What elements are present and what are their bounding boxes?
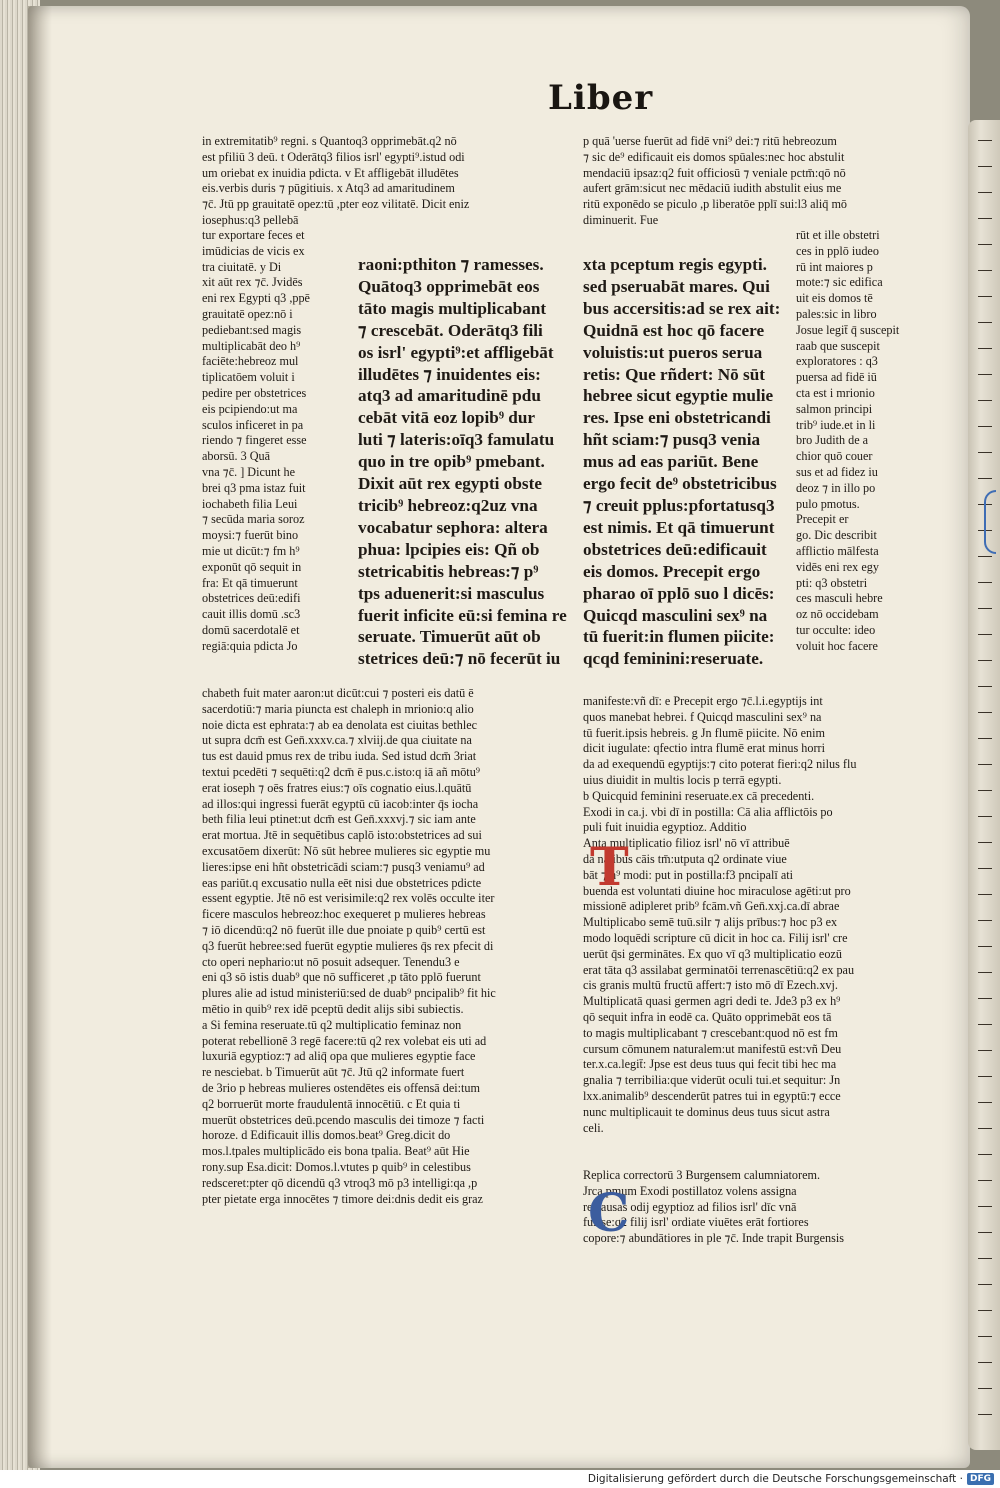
text-line: oz nō occidebam: [796, 607, 879, 622]
text-line: da nalibus cāis tm̄:utputa q2 ordinate viue: [583, 851, 787, 866]
text-line: pulo pmotus.: [796, 496, 860, 511]
gutter-shadow: [28, 6, 52, 1468]
text-line: obstetrices deū:edifi: [202, 591, 301, 606]
text-line: manifeste:vñ dī: e Precepit ergo ⁊c̄.l.i.egyptijs int: [583, 694, 823, 708]
text-line: tur exportare feces et: [202, 228, 305, 242]
text-line: imūdicias de vicis ex: [202, 243, 305, 258]
text-line: salmon principi: [796, 401, 873, 416]
text-line: diminuerit. Fue: [583, 212, 659, 227]
text-line: aborsū. 3 Quā: [202, 449, 271, 464]
text-line: riendo ⁊ fingeret esse: [202, 433, 307, 448]
edge-mark: [978, 634, 992, 635]
text-line: brei q3 pma istaz fuit: [202, 480, 306, 495]
text-line: quo in tre opib⁹ pmebant.: [358, 452, 545, 472]
edge-mark: [978, 1258, 992, 1259]
text-line: illudētes ⁊ inuidentes eis:: [358, 364, 541, 384]
text-line: tus est dauid pmus rex de tribu iuda. Sed istud dcm̄ 3riat: [202, 749, 477, 764]
text-line: ⁊ iō dicendū:q2 nō fuerūt ille due pnoiate p quib⁹ certū est: [202, 922, 486, 937]
text-line: obstetrices deū:edificauit: [583, 539, 767, 559]
text-line: puli fuit inuidia egyptioz. Additio: [583, 820, 747, 835]
text-line: essent egyptie. Jtē nō est verisimile:q2 rex volēs occulte iter: [202, 891, 495, 906]
edge-mark: [978, 1414, 992, 1415]
text-line: tū fuerit.ipsis hebreis. g Jn flumē piicite. Nō enim: [583, 725, 826, 740]
text-line: os isrl' egypti⁹:et affligebāt: [358, 342, 554, 362]
edge-mark: [978, 1180, 992, 1181]
book-page: [28, 6, 970, 1468]
text-line: cta est i mrionio: [796, 385, 875, 400]
edge-mark: [978, 842, 992, 843]
edge-mark: [978, 1310, 992, 1311]
text-line: pter pietate erga innocētes ⁊ timore dei:dnis dedit eis graz: [202, 1191, 483, 1206]
text-line: ut supra dcm̄ est Gen̄.xxxv.ca.⁊ xlviij.de qua ciuitate na: [202, 733, 472, 748]
gloss-replica: [583, 1168, 925, 1247]
text-line: gnalia ⁊ terribilia:que viderūt oculi tui.et sequitur: Jn: [583, 1073, 841, 1088]
edge-mark: [978, 946, 992, 947]
text-line: raab que suscepit: [796, 338, 880, 353]
text-line: quos manebat hebrei. f Quicqd masculini sex⁹ na: [583, 709, 822, 724]
edge-mark: [978, 582, 992, 583]
text-line: faciēte:hebreoz mul: [202, 354, 299, 369]
text-line: um oriebat ex inuidia pdicta. v Et affligebāt illudētes: [202, 165, 459, 180]
text-line: excusatōem dixerūt: Nō sūt hebree mulieres sic egyptie mu: [202, 843, 491, 858]
text-line: mendaciū ipsaz:q2 fuit officiosū ⁊ veniale pctm̄:qō nō: [583, 165, 846, 180]
edge-mark: [978, 400, 992, 401]
edge-mark: [978, 1206, 992, 1207]
edge-mark: [978, 1232, 992, 1233]
text-line: rūt et ille obstetri: [796, 228, 880, 242]
text-line: iosephus:q3 pellebā: [202, 212, 299, 227]
text-line: raoni:pthiton ⁊ ramesses.: [358, 255, 544, 274]
text-line: regiā:quia pdicta Jo: [202, 638, 298, 653]
text-line: ⁊ sic de⁹ edificauit eis domos spūales:nec hoc abstulit: [583, 149, 845, 164]
text-line: uit eis domos tē: [796, 291, 873, 306]
text-line: trib⁹ iude.et in li: [796, 417, 876, 432]
edge-mark: [978, 1024, 992, 1025]
footer-bar: [0, 1470, 1000, 1488]
text-line: qcqd feminini:reseruate.: [583, 649, 764, 669]
text-line: lxx.animalib⁹ descenderūt patres tui in egyptū:⁊ ecce: [583, 1088, 841, 1103]
edge-mark: [978, 972, 992, 973]
text-line: pti: q3 obstetri: [796, 575, 868, 590]
text-line: sus et ad fidez iu: [796, 464, 878, 479]
text-line: ⁊c̄. Jtū pp grauitatē opez:tū ,pter eoz vilitatē. Dicit eniz: [202, 197, 470, 212]
edge-mark: [978, 452, 992, 453]
gloss-top-right: [583, 134, 915, 229]
gloss-bottom-left: [202, 686, 572, 1207]
edge-mark: [978, 270, 992, 271]
edge-mark: [978, 1388, 992, 1389]
text-line: voluit hoc facere: [796, 638, 878, 653]
text-line: muerūt obstetrices deū.pcendo masculis dei timoze ⁊ facti: [202, 1112, 485, 1127]
edge-mark: [978, 920, 992, 921]
text-line: Josue legit̄ q̄ suscepit: [796, 322, 900, 337]
text-line: copore:⁊ abundātiores in ple ⁊c̄. Inde trapit Burgensis: [583, 1231, 844, 1246]
text-line: re causas odij egyptioz ad filios isrl' dīc vnā: [583, 1199, 797, 1214]
edge-mark: [978, 140, 992, 141]
edge-mark: [978, 816, 992, 817]
edge-mark: [978, 478, 992, 479]
text-line: est pfiliū 3 deū. t Oderātq3 filios isrl' egypti⁹.istud odi: [202, 149, 465, 164]
text-line: qō sequit infra in eodē ca. Quāto opprimebāt eos tā: [583, 1009, 832, 1024]
text-line: cto operi nephario:ut nō posuit adsequer. Tenendu3 e: [202, 954, 460, 969]
text-line: luxuriā egyptioz:⁊ ad aliq̄ opa que mulieres egyptie face: [202, 1049, 476, 1064]
text-line: da ad exequendū egyptijs:⁊ cito poterat fieri:q2 nilus flu: [583, 757, 857, 772]
red-initial-T: T: [590, 837, 629, 898]
text-line: deoz ⁊ in illo po: [796, 480, 876, 495]
edge-mark: [978, 660, 992, 661]
edge-mark: [978, 1128, 992, 1129]
text-line: tiplicatōem voluit i: [202, 370, 295, 385]
text-line: cauit illis domū .sc3: [202, 607, 301, 622]
text-line: eni rex Egypti q3 ,ppē: [202, 291, 310, 306]
blue-initial-C: C: [588, 1183, 630, 1244]
text-line: plures alie ad istud ministeriū:sed de duab⁹ pncipalib⁹ fit hic: [202, 986, 496, 1001]
text-line: tra ciuitatē. y Di: [202, 259, 282, 274]
text-line: p quā 'uerse fuerūt ad fidē vni⁹ dei:⁊ ritū hebreozum: [583, 134, 837, 148]
text-line: tur occulte: ideo: [796, 622, 876, 637]
text-line: pharao oī pplō suo l dicēs:: [583, 583, 775, 603]
text-line: pedire per obstetrices: [202, 385, 307, 400]
text-column-left: [358, 254, 583, 670]
text-line: pales:sic in libro: [796, 306, 877, 321]
gloss-side-right: [796, 228, 916, 655]
text-line: poterat rebellionē 3 regē facere:tū q2 rex volebat eis uti ad: [202, 1033, 487, 1048]
text-line: cursum cōmunem naturalem:ut manifestū est:vñ Deu: [583, 1041, 842, 1056]
text-line: puersa ad fidē iū: [796, 370, 877, 385]
text-line: vidēs eni rex egy: [796, 559, 879, 574]
text-line: iochabeth filia Leui: [202, 496, 298, 511]
edge-mark: [978, 556, 992, 557]
edge-mark: [978, 348, 992, 349]
text-line: eis pcipiendo:ut ma: [202, 401, 298, 416]
edge-mark: [978, 998, 992, 999]
text-line: vna ⁊c̄. ] Dicunt he: [202, 464, 296, 479]
blue-clip: [984, 490, 996, 554]
text-line: res. Ipse eni obstetricandi: [583, 408, 771, 428]
text-line: bāt ⁊ h⁹ modi: put in postilla:f3 pncipalī ati: [583, 867, 794, 882]
text-line: vocabatur sephora: altera: [358, 517, 548, 537]
text-line: beth filia leui ptinet:ut dcm̄ est Gen̄.xxxvj.⁊ sic iam ante: [202, 812, 476, 827]
text-line: erat ioseph ⁊ oēs fratres eius:⁊ oīs cognatio eius.l.quātū: [202, 780, 472, 795]
gloss-bottom-right: [583, 694, 925, 1136]
edge-mark: [978, 686, 992, 687]
text-line: sculos inficeret in pa: [202, 417, 304, 432]
text-line: uius diuidit in multis locis p terrā egypti.: [583, 772, 782, 787]
footer-credit: Digitalisierung gefördert durch die Deutsche Forschungsgemeinschaft ·: [587, 1473, 963, 1485]
text-line: stetrices deū:⁊ nō fecerūt iu: [358, 649, 561, 669]
edge-mark: [978, 1050, 992, 1051]
text-line: buenda est voluntati diuine hoc miraculose agēti:ut pro: [583, 883, 851, 898]
text-line: rū int maiores p: [796, 259, 873, 274]
text-line: ficere masculos hebreoz:hoc exequeret p mulieres hebreas: [202, 907, 486, 922]
text-line: xit aūt rex ⁊c̄. Jvidēs: [202, 275, 303, 290]
dfg-logo: DFG: [967, 1473, 994, 1485]
text-line: modo loquēdi scripture cū dicit in hoc ca. Filij isrl' cre: [583, 930, 848, 945]
text-line: celi.: [583, 1120, 604, 1135]
text-line: ces in pplō iudeo: [796, 243, 879, 258]
text-line: tāto magis multiplicabant: [358, 298, 547, 318]
text-line: ⁊ secūda maria soroz: [202, 512, 305, 527]
text-line: erat tāta q3 assilabat germinatōi terrenascētiū:q2 ex pau: [583, 962, 855, 977]
edge-mark: [978, 192, 992, 193]
text-line: re nesciebat. b Timuerūt aūt ⁊c̄. Jtū q2 informate fuert: [202, 1065, 465, 1080]
text-line: redsceret:pter qō dicendū q3 vtroq3 mō p3 intelligi:qa ,p: [202, 1175, 478, 1190]
edge-mark: [978, 738, 992, 739]
text-line: mie ut dicūt:⁊ fm h⁹: [202, 543, 300, 558]
edge-mark: [978, 322, 992, 323]
edge-mark: [978, 608, 992, 609]
edge-mark: [978, 712, 992, 713]
edge-mark: [978, 790, 992, 791]
text-line: a Si femina reseruate.tū q2 multiplicatio feminaz non: [202, 1017, 462, 1032]
text-line: Quidnā est hoc qō facere: [583, 320, 765, 340]
text-line: cebāt vitā eoz lopib⁹ dur: [358, 408, 536, 428]
edge-mark: [978, 244, 992, 245]
text-line: Replica correctorū 3 Burgensem calumniatorem.: [583, 1168, 821, 1182]
text-line: erat mortua. Jtē in sequētibus caplō isto:obstetrices ad sui: [202, 828, 482, 843]
text-line: sed pseruabāt mares. Qui: [583, 276, 770, 296]
text-line: retis: Que rñdert: Nō sūt: [583, 364, 766, 384]
text-line: Quicqd masculini sex⁹ na: [583, 605, 768, 625]
text-line: nunc multiplicauit te dominus deus tuus sicut astra: [583, 1104, 830, 1119]
adjacent-page-edge: [968, 120, 1000, 1450]
text-line: fra: Et qā timuerunt: [202, 575, 298, 590]
text-line: Jrca pmum Exodi postillatoz volens assigna: [583, 1183, 797, 1198]
edge-mark: [978, 1076, 992, 1077]
text-line: mus ad eas pariūt. Bene: [583, 452, 759, 472]
text-line: ergo fecit de⁹ obstetricibus: [583, 474, 777, 494]
text-line: mos.l.tpales multiplicādo eis bona tpalia. Beat⁹ aūt Hie: [202, 1144, 470, 1159]
text-line: eis.verbis duris ⁊ pūgitiuis. x Atq3 ad amaritudinem: [202, 181, 455, 196]
edge-mark: [978, 868, 992, 869]
text-column-right: [583, 254, 798, 670]
edge-mark: [978, 1154, 992, 1155]
text-line: multiplicabāt deo h⁹: [202, 338, 301, 353]
text-line: mote:⁊ sic edifica: [796, 275, 883, 290]
text-line: Dixit aūt rex egypti obste: [358, 474, 542, 494]
text-line: in extremitatib⁹ regni. s Quantoq3 opprimebāt.q2 nō: [202, 134, 457, 148]
text-line: missionē adipleret prib⁹ fcām.vñ Gen̄.xxj.ca.dī abrae: [583, 899, 840, 914]
text-line: eis domos. Precepit ergo: [583, 561, 761, 581]
text-line: pediebant:sed magis: [202, 322, 302, 337]
gloss-top-left: [202, 134, 572, 229]
gloss-middle-left: [202, 228, 344, 655]
edge-mark: [978, 764, 992, 765]
text-line: bro Judith de a: [796, 433, 869, 448]
text-line: textui pcedēti ⁊ sequēti:q2 dcm̄ ē pus.c.isto:q iā añ mōtu⁹: [202, 764, 481, 779]
text-line: eni q3 sō istis duab⁹ que nō sufficeret ,p tāto pplō fuerunt: [202, 970, 481, 985]
text-line: Anta multiplicatio filioz isrl' nō vī attribuē: [583, 836, 790, 851]
text-line: mētio in quib⁹ rex idē pceptū dedit alijs sibi subiectis.: [202, 1001, 464, 1016]
text-line: to magis multiplicabant ⁊ crescebant:quod nō est fm: [583, 1025, 838, 1040]
text-line: ⁊ creuit pplus:pfortatusq3: [583, 495, 775, 515]
text-line: Multiplicatā quasi germen agri dedi te. Jde3 p3 ex h⁹: [583, 994, 841, 1009]
text-line: fuerit inficite eū:si femina re: [358, 605, 567, 625]
text-line: dicit iugulate: qfectio intra flumē erat minus horri: [583, 741, 825, 756]
text-line: seruate. Timuerūt aūt ob: [358, 627, 541, 647]
text-line: tps aduenerit:si masculus: [358, 583, 545, 603]
text-line: exploratores : q3: [796, 354, 878, 369]
text-line: tū fuerit:in flumen piicite:: [583, 627, 775, 647]
edge-mark: [978, 218, 992, 219]
text-line: eas pariūt.q excusatio nulla eēt nisi due obstetrices pdicte: [202, 875, 482, 890]
edge-mark: [978, 1362, 992, 1363]
text-line: fuisse:q2 filij isrl' ordiate viuētes erāt fortiores: [583, 1215, 809, 1230]
text-line: rony.sup Esa.dicit: Domos.l.vtutes p quib⁹ in celestibus: [202, 1159, 471, 1174]
text-line: xta pceptum regis egypti.: [583, 255, 767, 274]
text-line: ⁊ crescebāt. Oderātq3 fili: [358, 320, 543, 340]
text-line: q3 fuerūt hebree:sed fuerūt egyptie mulieres q̄s rex pfecit di: [202, 938, 494, 953]
text-line: noie dicta est ephrata:⁊ ab ea denolata est ciuitas bethlec: [202, 717, 478, 732]
edge-mark: [978, 894, 992, 895]
text-line: ad illos:qui ingressi fuerāt egyptū cū iacob:inter q̄s iocha: [202, 796, 479, 811]
text-line: de 3rio p hebreas mulieres ostendētes eis offensā dei:tum: [202, 1080, 480, 1095]
text-line: go. Dic describit: [796, 528, 877, 543]
text-line: uerūt q̄si germinātes. Ex quo vī q3 multiplicatio eozū: [583, 946, 842, 961]
text-line: sacerdotiū:⁊ maria piuncta est chaleph in mrionio:q alio: [202, 701, 474, 716]
text-line: afflictio mālfesta: [796, 543, 879, 558]
text-line: moysi:⁊ fuerūt bino: [202, 528, 299, 543]
text-line: ter.x.ca.legit̄: Jpse est deus tuus qui fecit tibi hec ma: [583, 1057, 837, 1072]
text-line: aufert grām:sicut nec mēdaciū iudith abstulit eius me: [583, 181, 842, 196]
text-line: tricib⁹ hebreoz:q2uz vna: [358, 495, 538, 515]
text-line: chabeth fuit mater aaron:ut dicūt:cui ⁊ posteri eis datū ē: [202, 686, 474, 700]
text-line: hñt sciam:⁊ pusq3 venia: [583, 430, 761, 450]
text-line: Multiplicabo semē tuū.silr ⁊ alijs prībus:⁊ hoc p3 ex: [583, 915, 838, 930]
text-line: hebree sicut egyptie mulie: [583, 386, 774, 406]
text-line: horoze. d Edificauit illis domos.beat⁹ Greg.dicit do: [202, 1128, 451, 1143]
text-line: Quātoq3 opprimebāt eos: [358, 276, 540, 296]
edge-mark: [978, 166, 992, 167]
text-line: b Quicquid feminini reseruate.ex cā precedenti.: [583, 788, 815, 803]
text-line: est nimis. Et qā timuerunt: [583, 517, 775, 537]
text-line: grauitatē opez:nō i: [202, 306, 293, 321]
edge-mark: [978, 374, 992, 375]
edge-mark: [978, 1102, 992, 1103]
text-line: bus accersitis:ad se rex ait:: [583, 298, 781, 318]
text-line: ritū exponēdo se piculo ,p liberatōe pplī sui:l3 aliq̄ mō: [583, 197, 848, 212]
edge-mark: [978, 296, 992, 297]
text-line: chior quō couer: [796, 449, 873, 464]
text-line: Exodi in ca.j. vbi dī in postilla: Cā alia afflictōis po: [583, 804, 833, 819]
edge-mark: [978, 426, 992, 427]
text-line: voluistis:ut pueros serua: [583, 342, 763, 362]
text-line: q2 borruerūt morte fraudulentā innocētiū. c Et quia ti: [202, 1096, 461, 1111]
text-line: phua: lpcipies eis: Qñ ob: [358, 539, 540, 559]
text-line: lieres:ipse eni hñt obstetricādi sciam:⁊ pusq3 veniamu⁹ ad: [202, 859, 485, 874]
text-line: cis granis multū fructū affert:⁊ isto mō dī Ezech.xvj.: [583, 978, 838, 993]
text-line: ces masculi hebre: [796, 591, 883, 606]
text-line: exponūt qō sequit in: [202, 559, 302, 574]
text-line: luti ⁊ lateris:oīq3 famulatu: [358, 430, 555, 450]
text-line: atq3 ad amaritudinē pdu: [358, 386, 541, 406]
edge-mark: [978, 1284, 992, 1285]
text-line: domū sacerdotalē et: [202, 622, 300, 637]
running-head: Liber: [548, 78, 654, 118]
text-line: Precepit er: [796, 512, 849, 527]
edge-mark: [978, 1336, 992, 1337]
text-line: stetricabitis hebreas:⁊ p⁹: [358, 561, 539, 581]
